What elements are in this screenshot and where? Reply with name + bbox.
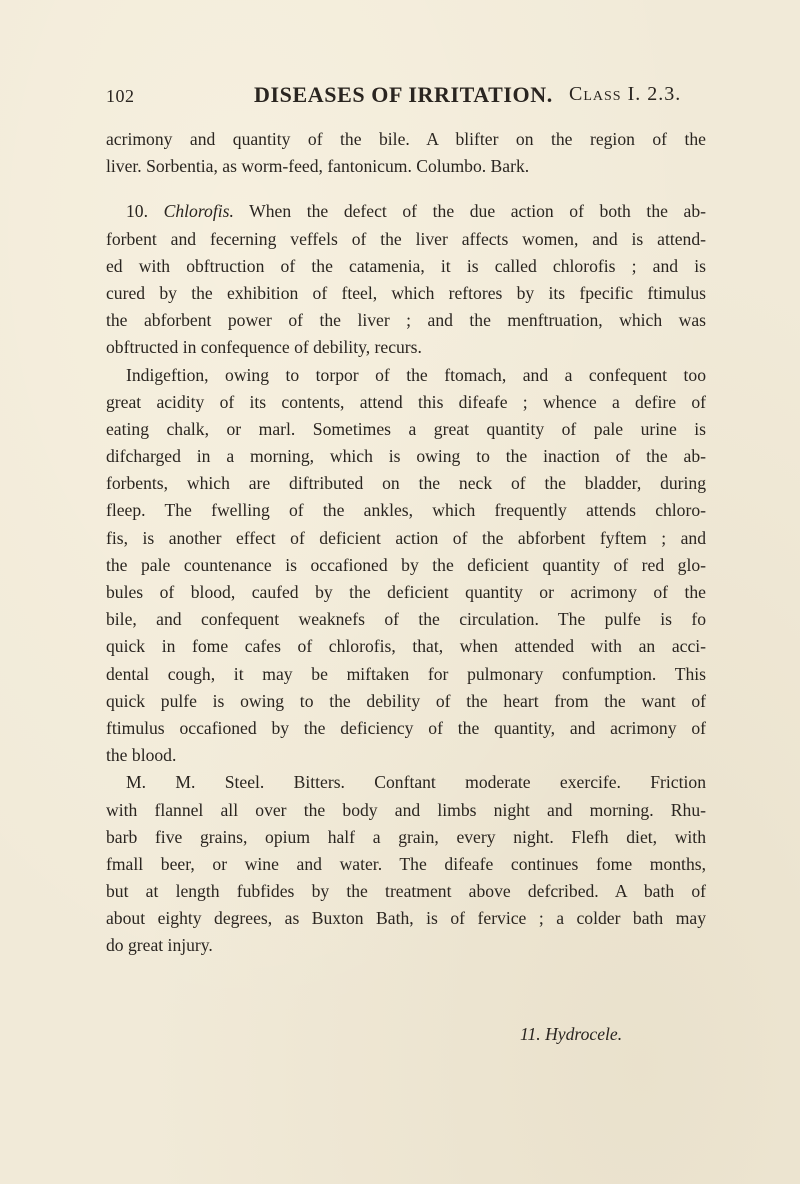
text-line: M. M. Steel. Bitters. Conftant moderate exercife. Friction bbox=[126, 772, 706, 793]
section-line-text: When the defect of the due action of both the ab- bbox=[249, 201, 706, 222]
text-line: but at length fubfides by the treatment above defcribed. A bath of bbox=[106, 881, 706, 902]
text-line: Indigeftion, owing to torpor of the ftomach, and a confequent too bbox=[126, 364, 706, 385]
text-line: the abforbent power of the liver ; and the menftruation, which was bbox=[106, 310, 706, 331]
text-line: acrimony and quantity of the bile. A blifter on the region of the bbox=[106, 129, 706, 149]
text-line: ftimulus occafioned by the deficiency of the quantity, and acrimony of bbox=[106, 717, 706, 738]
catchword bbox=[520, 1024, 622, 1045]
running-header bbox=[106, 82, 706, 112]
text-line: bules of blood, caufed by the deficient quantity or acrimony of the bbox=[106, 582, 706, 602]
paragraph-gap bbox=[106, 180, 706, 198]
text-line: the pale countenance is occafioned by the deficient quantity of red glo- bbox=[106, 554, 706, 575]
section-heading: Chlorofis. bbox=[163, 201, 234, 222]
text-line: bile, and confequent weaknefs of the circulation. The pulfe is fo bbox=[106, 609, 706, 630]
text-line: quick in fome cafes of chlorofis, that, when attended with an acci- bbox=[106, 636, 706, 657]
text-line: difcharged in a morning, which is owing to the inaction of the ab- bbox=[106, 446, 706, 467]
body-text bbox=[106, 126, 706, 960]
text-line: about eighty degrees, as Buxton Bath, is of fervice ; a colder bath may bbox=[106, 908, 706, 929]
page-number: 102 bbox=[106, 86, 135, 106]
section-10-line bbox=[106, 198, 706, 225]
text-line: forbent and fecerning veffels of the liver affects women, and is attend- bbox=[106, 228, 706, 249]
catchword-text: 11. Hydrocele. bbox=[520, 1024, 623, 1044]
text-line: the blood. bbox=[106, 745, 177, 766]
text-line: do great injury. bbox=[106, 935, 213, 956]
running-title: DISEASES OF IRRITATION. bbox=[254, 82, 553, 107]
text-line: liver. Sorbentia, as worm-feed, fantonicum. Columbo. Bark. bbox=[106, 156, 530, 177]
text-line: obftructed in confequence of debility, recurs. bbox=[106, 337, 422, 358]
text-line: fleep. The fwelling of the ankles, which frequently attends chloro- bbox=[106, 500, 706, 521]
text-line: forbents, which are diftributed on the neck of the bladder, during bbox=[106, 473, 706, 494]
section-number: 10. bbox=[126, 201, 148, 222]
class-label: Class I. 2.3. bbox=[569, 83, 682, 105]
text-line: eating chalk, or marl. Sometimes a great quantity of pale urine is bbox=[106, 418, 706, 439]
text-line: dental cough, it may be miftaken for pulmonary confumption. This bbox=[106, 663, 706, 684]
text-line: ed with obftruction of the catamenia, it is called chlorofis ; and is bbox=[106, 255, 706, 276]
text-line: fis, is another effect of deficient action of the abforbent fyftem ; and bbox=[106, 527, 706, 548]
text-line: with flannel all over the body and limbs night and morning. Rhu- bbox=[106, 799, 706, 820]
text-line: quick pulfe is owing to the debility of the heart from the want of bbox=[106, 690, 706, 711]
text-line: great acidity of its contents, attend this difeafe ; whence a defire of bbox=[106, 391, 706, 412]
text-line: cured by the exhibition of fteel, which reftores by its fpecific ftimulus bbox=[106, 282, 706, 303]
text-line: fmall beer, or wine and water. The difeafe continues fome months, bbox=[106, 853, 706, 874]
text-line: barb five grains, opium half a grain, every night. Flefh diet, with bbox=[106, 826, 706, 847]
